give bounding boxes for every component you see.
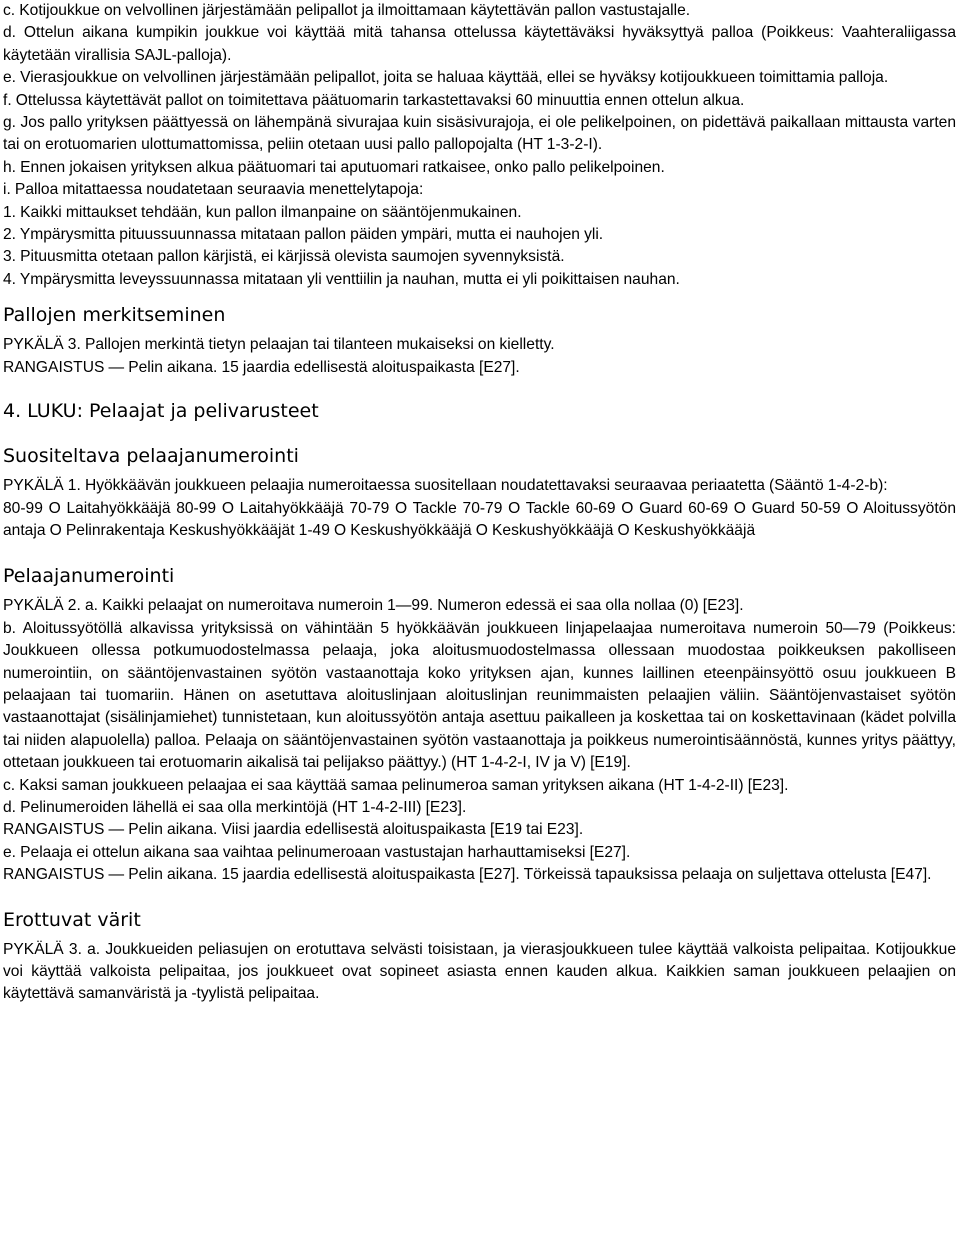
- section-heading-suositeltava: Suositeltava pelaajanumerointi: [3, 445, 299, 468]
- chapter-heading: 4. LUKU: Pelaajat ja pelivarusteet: [3, 400, 319, 423]
- measure-item-2: 2. Ympärysmitta pituussuunnassa mitataan pallon päiden ympäri, mutta ei nauhojen yli.: [3, 226, 604, 244]
- pallojen-penalty: RANGAISTUS — Pelin aikana. 15 jaardia edellisestä aloituspaikasta [E27].: [3, 358, 520, 376]
- section-heading-erottuvat: Erottuvat värit: [3, 908, 141, 931]
- pelaajanumerointi-paragraph-e: e. Pelaaja ei ottelun aikana saa vaihtaa pelinumeroaan vastustajan harhauttamiseksi [E27].: [3, 843, 631, 861]
- pallojen-section: [3, 334, 956, 379]
- erottuvat-paragraph: PYKÄLÄ 3. a. Joukkueiden peliasujen on erotuttava selvästi toisistaan, ja vierasjoukkueen tulee käyttää valkoista pelipaitaa. Kotijoukkue voi käyttää valkoista pelipaitaa, jos joukkueet ovat sopineet asiasta ennen kauden alkua. Kaikkien saman joukkueen pelaajien on käytettävä samanväristä ja -tyylistä pelipaitaa.: [3, 940, 956, 1003]
- numbering-list: 80-99 O Laitahyökkääjä 80-99 O Laitahyökkääjä 70-79 O Tackle 70-79 O Tackle 60-69 O Guard 60-69 O Guard 50-59 O Aloitussyötön antaja O Pelinrakentaja Keskushyökkääjät 1-49 O Keskushyökkääjä O Keskushyökkääjä O Keskushyökkääjä: [3, 499, 956, 539]
- pelaajanumerointi-paragraph-c: c. Kaksi saman joukkueen pelaajaa ei saa käyttää samaa pelinumeroa saman yrityksen aikana (HT 1-4-2-II) [E23].: [3, 776, 789, 794]
- pelaajanumerointi-penalty-2: RANGAISTUS — Pelin aikana. 15 jaardia edellisestä aloituspaikasta [E27]. Törkeissä tapauksissa pelaaja on suljettava ottelusta [E47].: [3, 866, 932, 884]
- suositeltava-section: [3, 475, 956, 542]
- paragraph-e: e. Vierasjoukkue on velvollinen järjestämään pelipallot, joita se haluaa käyttää, ellei se hyväksy kotijoukkueen toimittamia palloja.: [3, 69, 889, 87]
- pelaajanumerointi-penalty-1: RANGAISTUS — Pelin aikana. Viisi jaardia edellisestä aloituspaikasta [E19 tai E23].: [3, 821, 584, 839]
- measure-item-4: 4. Ympärysmitta leveyssuunnassa mitataan yli venttiilin ja nauhan, mutta ei yli poikittaisen nauhan.: [3, 270, 680, 288]
- paragraph-i: i. Palloa mitattaessa noudatetaan seuraavia menettelytapoja:: [3, 181, 424, 199]
- section-heading-pelaajanumerointi: Pelaajanumerointi: [3, 565, 175, 588]
- paragraph-c: c. Kotijoukkue on velvollinen järjestämään pelipallot ja ilmoittamaan käytettävän pallon vastustajalle.: [3, 2, 691, 19]
- paragraph-h: h. Ennen jokaisen yrityksen alkua päätuomari tai aputuomari ratkaisee, onko pallo pelikelpoinen.: [3, 158, 665, 176]
- pelaajanumerointi-section: [3, 595, 956, 886]
- section-heading-pallojen: Pallojen merkitseminen: [3, 304, 226, 327]
- measure-item-1: 1. Kaikki mittaukset tehdään, kun pallon ilmanpaine on sääntöjenmukainen.: [3, 203, 522, 221]
- pelaajanumerointi-paragraph-a: PYKÄLÄ 2. a. Kaikki pelaajat on numeroitava numeroin 1—99. Numeron edessä ei saa olla nollaa (0) [E23].: [3, 597, 744, 615]
- pallojen-paragraph: PYKÄLÄ 3. Pallojen merkintä tietyn pelaajan tai tilanteen mukaiseksi on kielletty.: [3, 336, 555, 354]
- paragraph-f: f. Ottelussa käytettävät pallot on toimitettava päätuomarin tarkastettavaksi 60 minuuttia ennen ottelun alkua.: [3, 91, 745, 109]
- measure-item-3: 3. Pituusmitta otetaan pallon kärjistä, ei kärjissä olevista saumojen syvennyksistä.: [3, 248, 565, 266]
- paragraph-g: g. Jos pallo yrityksen päättyessä on lähempänä sivurajaa kuin sisäsivurajoja, ei ole pelikelpoinen, on pidettävä paikallaan mittausta varten tai on erotuomarien ulottumattomissa, peliin otetaan uusi pallo pallopojalta (HT 1-3-2-I).: [3, 114, 956, 154]
- erottuvat-section: [3, 939, 956, 1006]
- suositeltava-paragraph: PYKÄLÄ 1. Hyökkäävän joukkueen pelaajia numeroitaessa suositellaan noudatettavaksi seuraavaa periaatetta (Sääntö 1-4-2-b):: [3, 477, 888, 495]
- ball-rules-section: [3, 0, 956, 291]
- paragraph-d: d. Ottelun aikana kumpikin joukkue voi käyttää mitä tahansa ottelussa käytettäväksi hyväksyttyä palloa (Poikkeus: Vaahteraliigassa käytetään virallisia SAJL-palloja).: [3, 24, 956, 64]
- pelaajanumerointi-paragraph-b: b. Aloitussyötöllä alkavissa yrityksissä on vähintään 5 hyökkäävän joukkueen linjapelaajaa numeroitava numeroin 50—79 (Poikkeus: Joukkueen ollessa potkumuodostelmassa pelaaja, joka aloitusmuodostelmassa ollessaan muodostaa poikkeuksen pakolliseen numerointiin, on sääntöjenvastainen syötön vastaanottaja koko yrityksen ajan, kunnes laillinen eteenpäinsyöttö osuu joukkueen B pelaajaan tai tuomariin. Hänen on asetuttava aloituslinjaan aloituslinjan reunimmaisten pelaajien väliin. Sääntöjenvastaiset syötön vastaanottajat (sisälinjamiehet) tunnistetaan, kun aloitussyötön antaja asettuu paikalleen ja koskettaa tai on koskettavinaan (kädet polvilla tai niiden alapuolella) palloa. Pelaaja on sääntöjenvastainen syötön vastaanottaja ja poikkeus numerointisäännöstä, kunnes yritys päättyy, ottetaan joukkueen tai erotuomarin aikalisä tai pelijakso päättyy.) (HT 1-4-2-I, IV ja V) [E19].: [3, 619, 956, 772]
- pelaajanumerointi-paragraph-d: d. Pelinumeroiden lähellä ei saa olla merkintöjä (HT 1-4-2-III) [E23].: [3, 798, 467, 816]
